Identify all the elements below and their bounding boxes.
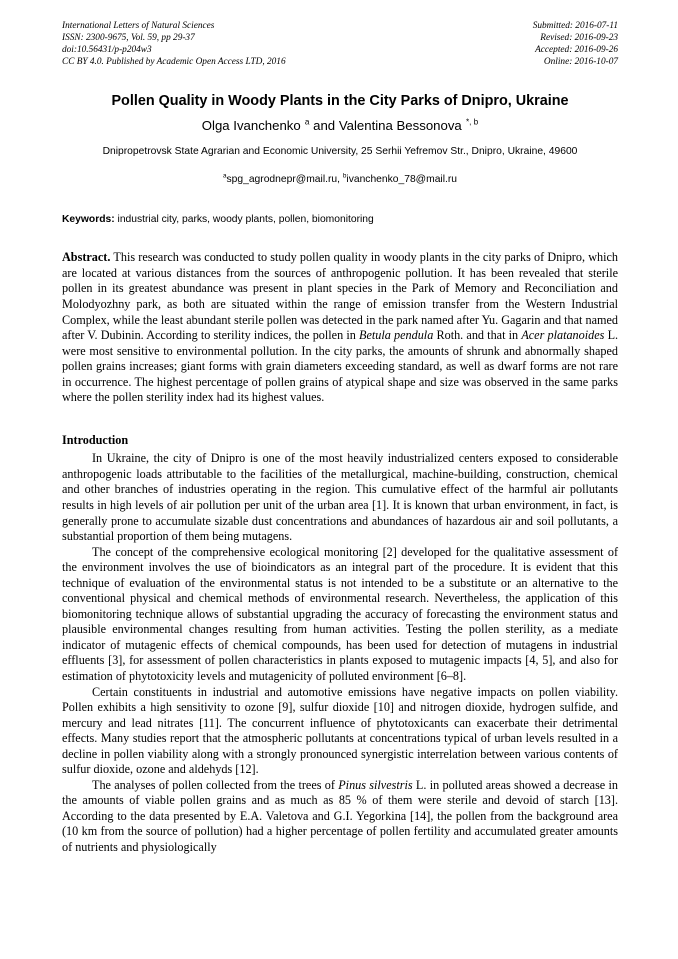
- abstract-text-part-1: This research was conducted to study pollen quality in woody plants in the city parks of Dnipro, which are located at various distances from the sources of anthropogenic pollution. It has been revealed that sterile pollen in its greatest abundance was present in plant species in the Park of Memory and Reconciliation and Molodyozhny park, as both are situated within the range of emission transfer from the Western Industrial Complex, while the least abundant sterile pollen was detected in the park named after Yu. Gagarin and that named after V. Dubinin. According to sterility indices, the pollen in: [62, 250, 619, 343]
- author-list: [62, 117, 618, 134]
- email-marker-b: b: [342, 172, 347, 180]
- journal-license: CC BY 4.0. Published by Academic Open Access LTD, 2016: [62, 57, 286, 68]
- author-emails: [62, 173, 618, 188]
- section-heading-introduction: Introduction: [62, 432, 129, 447]
- author-affiliation-marker-1: a: [304, 117, 310, 127]
- page-title: Pollen Quality in Woody Plants in the City Parks of Dnipro, Ukraine: [111, 93, 569, 110]
- species-name-acer-platanoides: Acer platanoides: [521, 328, 605, 343]
- author-name-1: Olga Ivanchenko: [201, 118, 301, 134]
- date-accepted: Accepted: 2016-09-26: [535, 45, 618, 56]
- keywords-line: [62, 213, 618, 227]
- journal-name: International Letters of Natural Sciences: [62, 21, 215, 31]
- intro-paragraph-3: Certain constituents in industrial and automotive emissions have negative impacts on pollen viability. Pollen exhibits a high sensitivity to ozone [9], sulfur dioxide [10] and nitrogen dioxide, hydrogen sulfide, and mercury and lead nitrates [11]. The concurrent influence of phytotoxicants can exacerbate their detrimental effects. Many studies report that the atmospheric pollutants at concentrations typical of urban levels resulted in a decline in pollen viability along with a strongly pronounced synergistic interrelation between various contents of sulfur dioxide, ozone and aldehyds [12].: [62, 684, 618, 777]
- abstract-text-part-3: L. were most sensitive to environmental pollution. In the city parks, the amounts of shrunk and abnormally shaped pollen grains increases; giant forms with grain diameters exceeding standard, as well as dwarf forms are not rare in occurrence. The highest percentage of pollen grains of atypical shape and size was observed in the same parks where the pollen sterility index had its highest values.: [62, 328, 619, 405]
- keywords-label: Keywords:: [62, 214, 115, 226]
- date-online: Online: 2016-10-07: [543, 57, 618, 68]
- journal-header-right: [533, 20, 618, 68]
- intro-paragraph-1: In Ukraine, the city of Dnipro is one of the most heavily industrialized centers exposed to considerable anthropogenic loads attributable to the facilities of the metallurgical, machine-building, construction, chemical and other branches of industries operating in the region. This cumulative effect of the harmful air pollutants results in high levels of air pollution per unit of the urban area [1]. It is known that urban environment, in fact, is generally prone to accumulate sizable dust concentrations and abundances of hazardous air and soil pollutants, a substantial proportion of them being mutagens.: [62, 451, 618, 544]
- journal-header-left: [62, 20, 286, 68]
- email-author-2[interactable]: ivanchenko_78@mail.ru: [346, 173, 458, 185]
- email-author-1[interactable]: spg_agrodnepr@mail.ru,: [226, 173, 340, 185]
- author-name-2: Valentina Bessonova: [338, 118, 462, 134]
- date-revised: Revised: 2016-09-23: [540, 33, 618, 44]
- journal-doi: doi:10.56431/p-p204w3: [62, 45, 152, 56]
- author-affiliation-marker-2: *, b: [465, 117, 479, 127]
- intro-paragraph-2: The concept of the comprehensive ecological monitoring [2] developed for the qualitative assessment of the environment involves the use of bioindicators as an integral part of the procedure. It is evident that this technique of evaluation of the environmental status is not intended to be a substitute or an alternative to the conventional physical and chemical methods of environmental research. Nevertheless, the application of this biomonitoring technique allows of substantial upgrading the accuracy of forecasting the environment status and plausible environmental changes resulting from human activities. Testing the pollen sterility, as a mediate indicator of mutagenic effects of chemical compounds, has been used for detection of mutagens in industrial effluents [3], for assessment of pollen characteristics in plants exposed to mutagenic impacts [4, 5], and also for estimation of phytotoxicity levels and mutagenicity of polluted environment [6–8].: [62, 544, 618, 683]
- author-conjunction: and: [313, 118, 336, 134]
- abstract-text-part-2: Roth. and that in: [436, 328, 519, 343]
- species-name-betula-pendula: Betula pendula: [359, 328, 434, 343]
- affiliation: Dnipropetrovsk State Agrarian and Economic University, 25 Serhii Yefremov Str., Dnipro, Ukraine, 49600: [102, 146, 578, 158]
- intro-p4-text-part-2: L. in polluted areas showed a decrease in the amounts of viable pollen grains and as much as 85 % of them were sterile and devoid of starch [13]. According to the data presented by E.A. Valetova and G.I. Yegorkina [14], the pollen from the background area (10 km from the source of pollution) had a higher percentage of pollen fertility and accumulated greater amounts of nutrients and physiologically: [62, 777, 618, 855]
- intro-paragraph-4: [62, 778, 618, 856]
- abstract-paragraph: [62, 250, 618, 405]
- journal-header: [62, 20, 618, 68]
- email-marker-a: a: [222, 172, 227, 180]
- date-submitted: Submitted: 2016-07-11: [532, 21, 618, 31]
- intro-p4-text-part-1: The analyses of pollen collected from the trees of: [92, 777, 335, 792]
- keywords-value: industrial city, parks, woody plants, pollen, biomonitoring: [117, 214, 374, 226]
- journal-issn-volume: ISSN: 2300-9675, Vol. 59, pp 29-37: [62, 33, 195, 44]
- abstract-label: Abstract.: [62, 250, 111, 265]
- species-name-pinus-silvestris: Pinus silvestris: [338, 777, 413, 792]
